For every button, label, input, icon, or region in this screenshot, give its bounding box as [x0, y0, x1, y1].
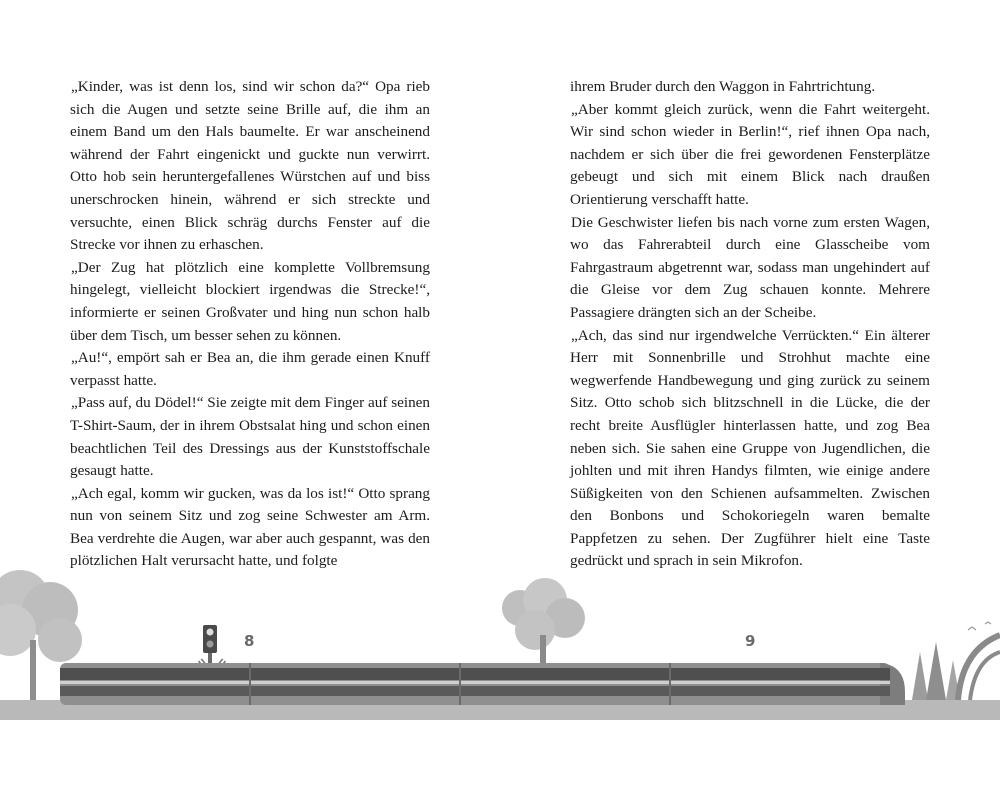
paragraph: „Au!“, empört sah er Bea an, die ihm gerade einen Knuff verpasst hatte. [70, 349, 430, 389]
arch-bridge-icon [958, 635, 1000, 700]
pine-trees-icon [912, 642, 960, 700]
paragraph: „Pass auf, du Dödel!“ Sie zeigte mit dem Finger auf seinen T-Shirt-Saum, der in ihrem Obstsalat hing und schon einen beachtlichen Teil des Dressings aus der Kunststoffschale gesaugt hatte. [70, 394, 430, 480]
paragraph: Die Geschwister liefen bis nach vorne zum ersten Wagen, wo das Fahrerabteil durch eine Glasscheibe vom Fahrgastraum abgetrennt war, sodass man ungehindert auf die Gleise vor dem Zug schauen konnte. Mehrere Passagiere drängten sich an der Scheibe. [570, 213, 930, 321]
paragraph: „Ach, das sind nur irgendwelche Verrückten.“ Ein älterer Herr mit Sonnenbrille und Strohhut machte eine wegwerfende Handbewegung und ging zurück zu seinem Sitz. Otto schob sich blitzschnell in die Lücke, die der recht breite Ausflügler hinterlassen hatte, und zog Bea neben sich. Sie sahen eine Gruppe von Jugendlichen, die johlten und mit ihren Handys filmten, wie einige andere Süßigkeiten von den Schienen aufsammelten. Zwischen den Bonbons und Schokoriegeln waren bemalte Pappfetzen zu sehen. Der Zugführer hielt eine Taste gedrückt und sprach in sein Mikrofon. [570, 326, 930, 570]
tree-center-icon [502, 578, 585, 665]
left-page-text [70, 76, 430, 573]
paragraph: „Aber kommt gleich zurück, wenn die Fahrt weitergeht. Wir sind schon wieder in Berlin!“, rief ihnen Opa nach, nachdem er sich über die frei gewordenen Fensterplätze gebeugt und sich mit einem Blick nach draußen Orientierung verschafft hatte. [570, 100, 930, 208]
page-number-right: 9 [745, 632, 756, 650]
page-number-left: 8 [244, 632, 255, 650]
birds-icon [968, 622, 991, 630]
paragraph: ihrem Bruder durch den Waggon in Fahrtrichtung. [570, 78, 876, 95]
double-decker-train-icon [60, 663, 905, 705]
right-page-text [570, 76, 930, 573]
paragraph: „Ach egal, komm wir gucken, was da los ist!“ Otto sprang nun von seinem Sitz und zog seine Schwester am Arm. Bea verdrehte die Augen, war aber auch gespannt, was den plötzlichen Halt verursacht hatte, und folgte [70, 484, 430, 570]
paragraph: „Der Zug hat plötzlich eine komplette Vollbremsung hingelegt, vielleicht blockiert irgendwas die Strecke!“, informierte er seinen Großvater und hing nun schon halb über dem Tisch, um besser sehen zu können. [70, 258, 430, 344]
train-landscape-illustration [0, 560, 1000, 720]
paragraph: „Kinder, was ist denn los, sind wir schon da?“ Opa rieb sich die Augen und setzte seine Brille auf, die ihm an einem Band um den Hals baumelte. Er war anscheinend während der Fahrt eingenickt und guckte nun verwirrt. Otto hob sein heruntergefallenes Würstchen auf und biss unerschrocken hinein, während er sich streckte und versuchte, einen Blick schräg durchs Fenster auf die Strecke vor ihnen zu erhaschen. [70, 78, 430, 254]
